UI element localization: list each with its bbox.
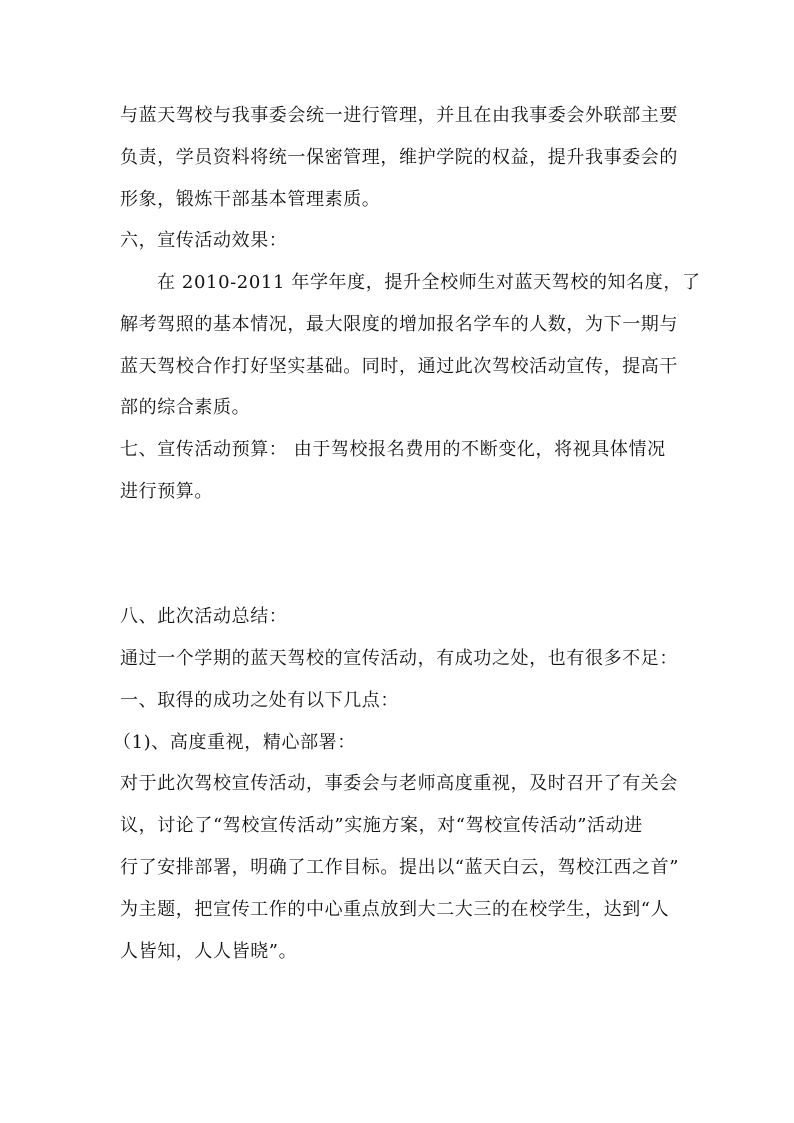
text-line: 与蓝天驾校与我事委会统一进行管理，并且在由我事委会外联部主要 xyxy=(120,105,678,126)
text-line: 对于此次驾校宣传活动，事委会与老师高度重视，及时召开了有关会 xyxy=(120,773,678,794)
text-line: 通过一个学期的蓝天驾校的宣传活动，有成功之处，也有很多不足： xyxy=(120,648,678,669)
list-item-heading: （1)、高度重视，精心部署： xyxy=(113,732,356,753)
text-line: 在 2010-2011 年学年度，提升全校师生对蓝天驾校的知名度，了 xyxy=(157,272,701,293)
text-line: 部的综合素质。 xyxy=(120,397,251,418)
section-heading-7: 七、宣传活动预算： 由于驾校报名费用的不断变化，将视具体情况 xyxy=(120,439,666,460)
text-line: 蓝天驾校合作打好坚实基础。同时，通过此次驾校活动宣传，提高干 xyxy=(120,356,678,377)
text-line: 形象，锻炼干部基本管理素质。 xyxy=(120,189,381,210)
section-heading-8: 八、此次活动总结： xyxy=(120,606,288,627)
text-line: 议，讨论了“驾校宣传活动”实施方案，对“驾校宣传活动”活动进 xyxy=(120,815,643,836)
text-line: 解考驾照的基本情况，最大限度的增加报名学车的人数，为下一期与 xyxy=(120,314,678,335)
text-line: 进行预算。 xyxy=(120,481,213,502)
text-line: 为主题，把宣传工作的中心重点放到大二大三的在校学生，达到“人 xyxy=(120,899,670,920)
section-heading-6: 六，宣传活动效果： xyxy=(120,230,288,251)
text-line: 负责，学员资料将统一保密管理，维护学院的权益，提升我事委会的 xyxy=(120,147,678,168)
subheading: 一、取得的成功之处有以下几点： xyxy=(120,690,399,711)
text-line: 行了安排部署，明确了工作目标。提出以“蓝天白云，驾校江西之首” xyxy=(120,857,680,878)
text-line: 人皆知，人人皆晓”。 xyxy=(120,941,298,962)
